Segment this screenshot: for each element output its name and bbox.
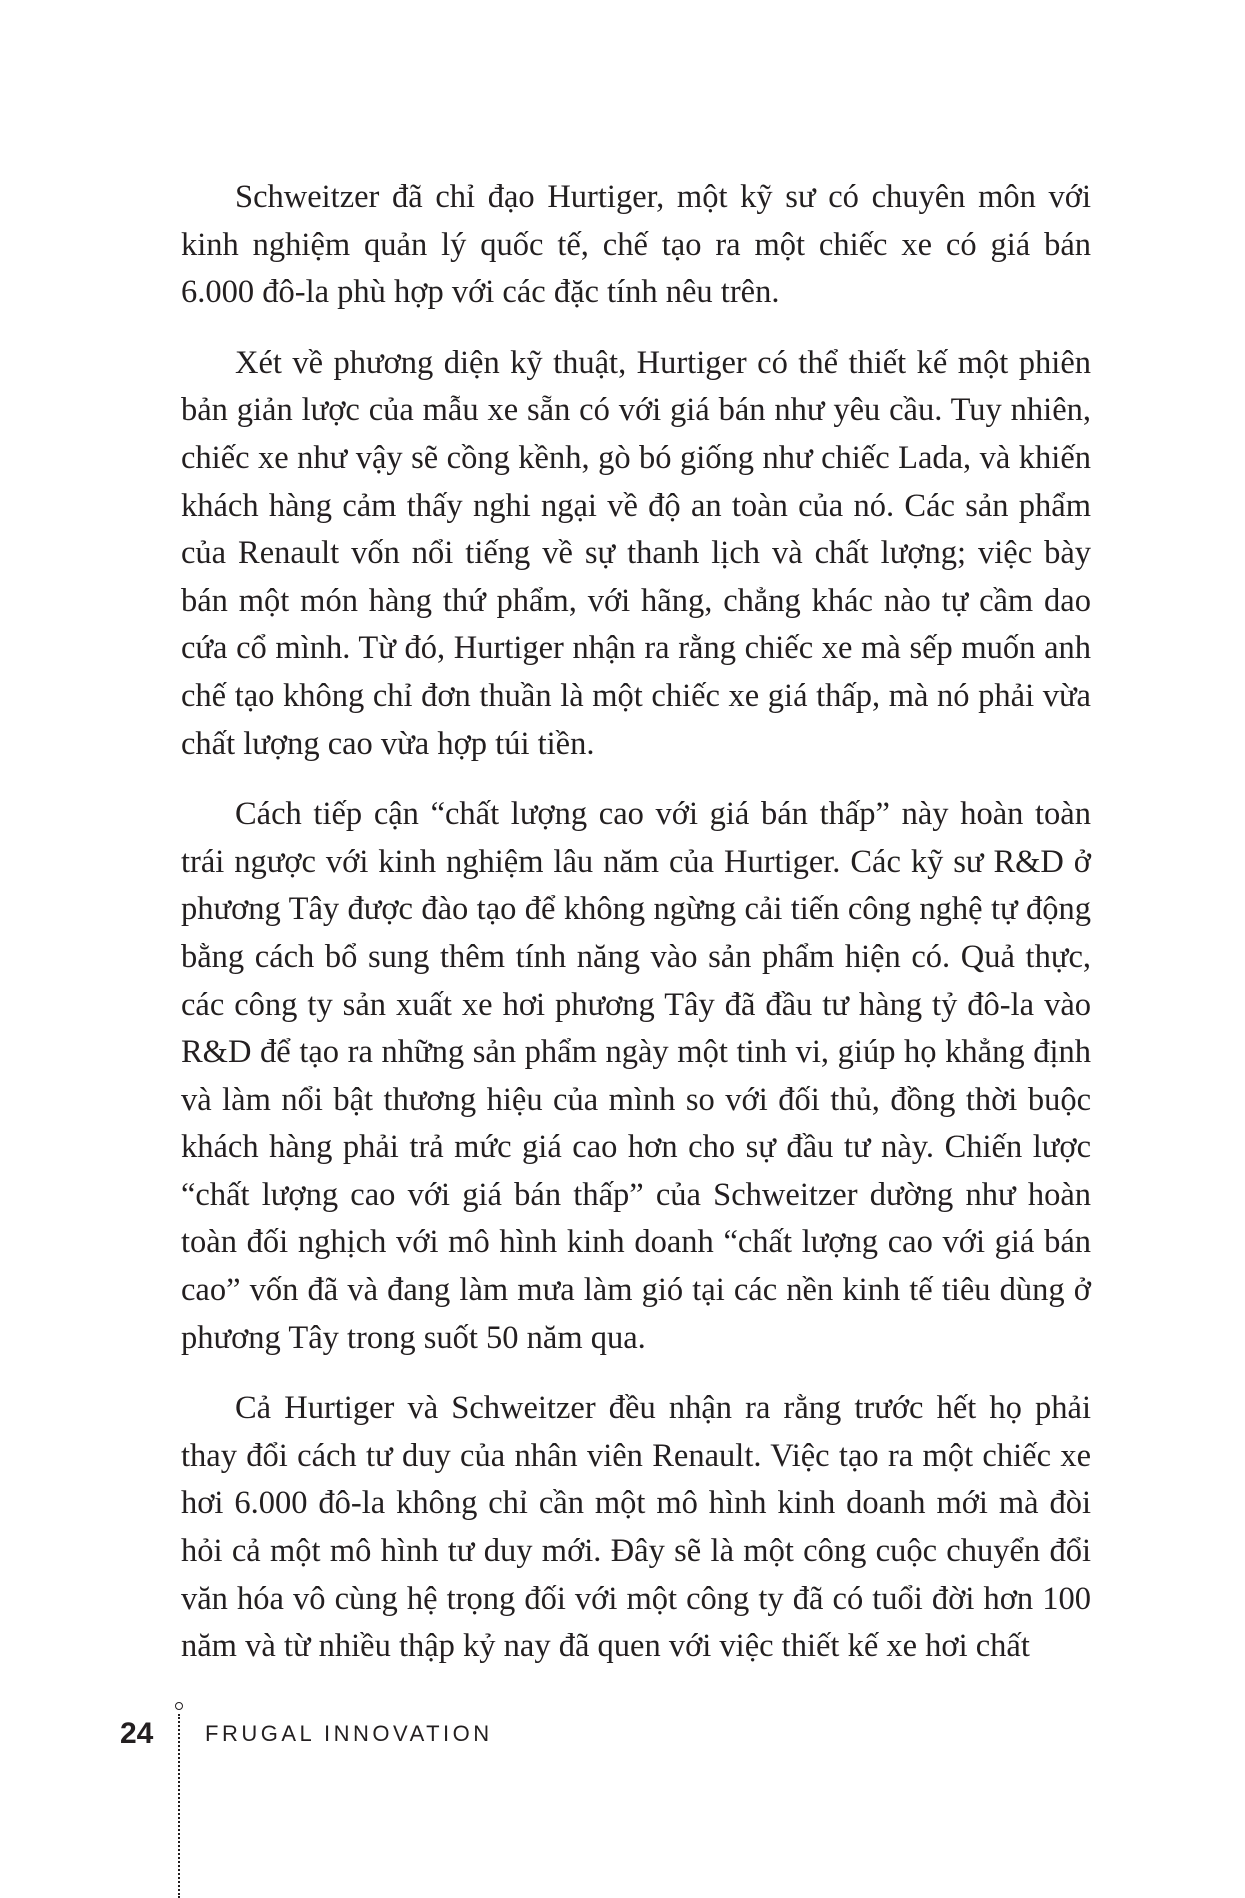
paragraph-4: Cả Hurtiger và Schweitzer đều nhận ra rằng trước hết họ phải thay đổi cách tư duy của nhân viên Renault. Việc tạo ra một chiếc xe hơi 6.000 đô-la không chỉ cần một mô hình kinh doanh mới mà đòi hỏi cả một mô hình tư duy mới. Đây sẽ là một công cuộc chuyển đổi văn hóa vô cùng hệ trọng đối với một công ty đã có tuổi đời hơn 100 năm và từ nhiều thập kỷ nay đã quen với việc thiết kế xe hơi chất (181, 1390, 1091, 1665)
body-text (181, 174, 1091, 1694)
paragraph-1: Schweitzer đã chỉ đạo Hurtiger, một kỹ sư có chuyên môn với kinh nghiệm quản lý quốc tế, chế tạo ra một chiếc xe có giá bán 6.000 đô-la phù hợp với các đặc tính nêu trên. (181, 179, 1091, 311)
paragraph-3: Cách tiếp cận “chất lượng cao với giá bán thấp” này hoàn toàn trái ngược với kinh nghiệm lâu năm của Hurtiger. Các kỹ sư R&D ở phương Tây được đào tạo để không ngừng cải tiến công nghệ tự động bằng cách bổ sung thêm tính năng vào sản phẩm hiện có. Quả thực, các công ty sản xuất xe hơi phương Tây đã đầu tư hàng tỷ đô-la vào R&D để tạo ra những sản phẩm ngày một tinh vi, giúp họ khẳng định và làm nổi bật thương hiệu của mình so với đối thủ, đồng thời buộc khách hàng phải trả mức giá cao hơn cho sự đầu tư này. Chiến lược “chất lượng cao với giá bán thấp” của Schweitzer dường như hoàn toàn đối nghịch với mô hình kinh doanh “chất lượng cao với giá bán cao” vốn đã và đang làm mưa làm gió tại các nền kinh tế tiêu dùng ở phương Tây trong suốt 50 năm qua. (181, 796, 1091, 1356)
page-footer (0, 1700, 1245, 1898)
footer-ornament-ring (175, 1702, 183, 1710)
running-title: FRUGAL INNOVATION (205, 1721, 493, 1746)
page-number: 24 (120, 1717, 154, 1750)
footer-dotted-rule (178, 1714, 180, 1898)
paragraph-2: Xét về phương diện kỹ thuật, Hurtiger có thể thiết kế một phiên bản giản lược của mẫu xe sẵn có với giá bán như yêu cầu. Tuy nhiên, chiếc xe như vậy sẽ cồng kềnh, gò bó giống như chiếc Lada, và khiến khách hàng cảm thấy nghi ngại về độ an toàn của nó. Các sản phẩm của Renault vốn nổi tiếng về sự thanh lịch và chất lượng; việc bày bán một món hàng thứ phẩm, với hãng, chẳng khác nào tự cầm dao cứa cổ mình. Từ đó, Hurtiger nhận ra rằng chiếc xe mà sếp muốn anh chế tạo không chỉ đơn thuần là một chiếc xe giá thấp, mà nó phải vừa chất lượng cao vừa hợp túi tiền. (181, 344, 1091, 762)
